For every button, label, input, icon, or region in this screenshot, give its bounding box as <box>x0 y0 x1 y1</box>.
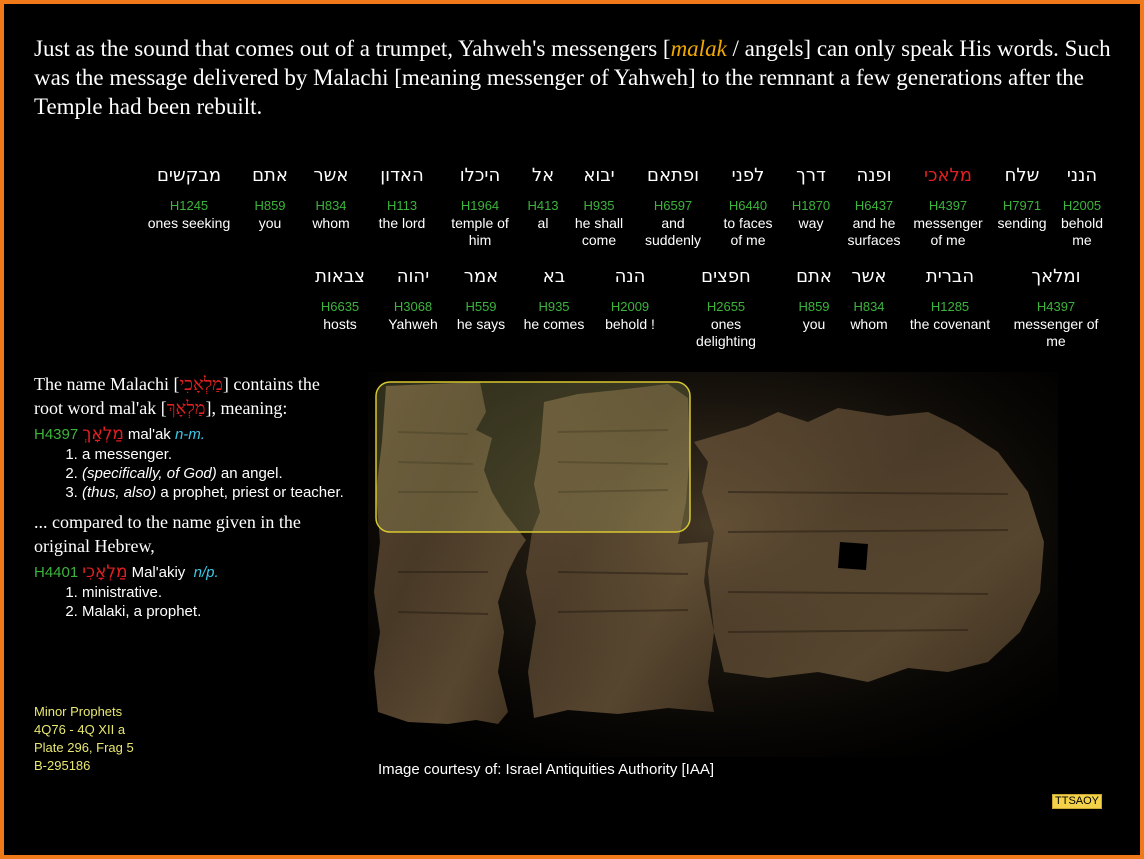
strong-number: H834 <box>315 198 347 213</box>
hebrew-word: דרך <box>796 165 826 186</box>
word-r1-11 <box>306 163 356 232</box>
strong-number: H3068 <box>393 299 433 314</box>
strong-number: H6437 <box>854 198 894 213</box>
strong-number: H2009 <box>610 299 650 314</box>
hebrew-word: היכלו <box>459 165 501 186</box>
hebrew-word: מַלְאָךְ <box>82 424 124 444</box>
definition-panel <box>34 372 347 621</box>
word-r1-13 <box>140 163 238 232</box>
strong-number: H2655 <box>706 299 746 314</box>
word-r1-3 <box>842 163 906 249</box>
intro-text-1: Just as the sound that comes out of a trumpet, Yahweh's messengers [ <box>34 36 671 61</box>
word-r1-4 <box>786 163 836 232</box>
word-r2-6 <box>520 264 588 333</box>
english-gloss: he shall come <box>574 215 624 248</box>
hebrew-word: צבאות <box>315 266 365 287</box>
ttsaoy-badge: TTSAOY <box>1052 794 1102 809</box>
text-segment: ] contains the root word mal'ak [ <box>34 374 320 418</box>
definition-text: an angel. <box>216 465 283 482</box>
hebrew-word: ופנה <box>856 165 892 186</box>
hebrew-word: הנני <box>1066 165 1098 186</box>
word-r1-6 <box>640 163 706 249</box>
strong-number: H4401 <box>34 564 79 581</box>
comparison-text: ... compared to the name given in the original Hebrew, <box>34 512 301 556</box>
lexicon-entry-h4397 <box>34 424 347 445</box>
list-item <box>82 583 347 602</box>
english-gloss: and he surfaces <box>847 215 901 248</box>
hebrew-word: ופתאם <box>647 165 699 186</box>
list-item <box>82 483 347 502</box>
word-r2-0 <box>1006 264 1106 350</box>
strong-number: H1285 <box>930 299 970 314</box>
english-gloss: behold me <box>1060 215 1104 248</box>
word-r1-12 <box>246 163 294 232</box>
word-r1-9 <box>446 163 514 249</box>
english-gloss: he says <box>456 316 506 332</box>
hebrew-malak: מַלְאָךְ <box>166 398 206 418</box>
definition-text: a prophet, priest or teacher. <box>156 484 344 501</box>
hebrew-word: הנה <box>614 266 646 287</box>
strong-number: H859 <box>254 198 286 213</box>
strong-number: H935 <box>538 299 570 314</box>
word-r1-0 <box>1058 163 1106 249</box>
ref-line: Minor Prophets <box>34 704 123 719</box>
hebrew-word: אל <box>531 165 555 186</box>
word-r2-3 <box>790 264 838 333</box>
word-r2-4 <box>684 264 768 350</box>
word-r2-5 <box>600 264 660 333</box>
english-gloss: and suddenly <box>644 215 702 248</box>
hebrew-word: יהוה <box>396 266 430 287</box>
hebrew-word: מַלְאָכִי <box>82 562 128 582</box>
hebrew-word: לפני <box>731 165 765 186</box>
hebrew-word: אשר <box>313 165 349 186</box>
word-r2-2 <box>844 264 894 333</box>
word-r2-7 <box>452 264 510 333</box>
definition-text: ministrative. <box>82 584 163 601</box>
strong-number: H2005 <box>1062 198 1102 213</box>
name-explanation <box>34 372 347 420</box>
word-r2-1 <box>902 264 998 333</box>
interlinear-row-2 <box>0 264 1144 350</box>
english-gloss: whom <box>312 215 350 231</box>
hebrew-word: אתם <box>796 266 832 287</box>
ref-line: 4Q76 - 4Q XII a <box>34 722 126 737</box>
word-r2-8 <box>384 264 442 333</box>
definition-list-h4397 <box>34 445 347 502</box>
highlight-box <box>376 382 690 532</box>
strong-number: H7971 <box>1002 198 1042 213</box>
hebrew-word: אמר <box>463 266 499 287</box>
definition-qualifier: (thus, also) <box>82 484 157 501</box>
hebrew-word: חפצים <box>701 266 751 287</box>
hebrew-word: שלח <box>1004 165 1040 186</box>
english-gloss: behold ! <box>605 316 655 332</box>
hebrew-word: אשר <box>851 266 887 287</box>
word-r1-5 <box>716 163 780 249</box>
hebrew-word: מבקשים <box>156 165 222 186</box>
english-gloss: hosts <box>323 316 357 332</box>
ref-line: Plate 296, Frag 5 <box>34 740 134 755</box>
english-gloss: temple of him <box>451 215 509 248</box>
english-gloss: sending <box>997 215 1047 231</box>
transliteration: mal'ak <box>127 426 171 443</box>
word-r1-8 <box>523 163 563 232</box>
strong-number: H1870 <box>791 198 831 213</box>
strong-number: H4397 <box>928 198 968 213</box>
strong-number: H859 <box>798 299 830 314</box>
strong-number: H1964 <box>460 198 500 213</box>
strong-number: H6440 <box>728 198 768 213</box>
intro-text-2: / angels] can only speak His words. Such was the message delivered by Malachi [meaning messenger of Yahweh] to the remnant a few generations after the Temple had been rebuilt. <box>34 36 1111 119</box>
strong-number: H113 <box>386 198 418 213</box>
hebrew-word: האדון <box>380 165 424 186</box>
fragment-hole <box>838 542 868 570</box>
word-r2-9 <box>312 264 368 333</box>
manuscript-reference <box>34 703 134 775</box>
english-gloss: you <box>802 316 826 332</box>
text-segment: ], meaning: <box>205 398 288 418</box>
english-gloss: messenger of me <box>913 215 983 248</box>
english-gloss: al <box>537 215 549 231</box>
english-gloss: messenger of me <box>1013 316 1099 349</box>
part-of-speech: n/p. <box>193 564 219 581</box>
list-item <box>82 464 347 483</box>
english-gloss: way <box>798 215 824 231</box>
hebrew-word: אתם <box>252 165 288 186</box>
hebrew-word: יבוא <box>583 165 615 186</box>
transliteration: Mal'akiy <box>131 564 186 581</box>
english-gloss: Yahweh <box>388 316 438 332</box>
hebrew-malachi: מַלְאָכִי <box>179 374 223 394</box>
hebrew-word: ומלאך <box>1031 266 1081 287</box>
intro-highlight-malak: malak <box>670 36 727 61</box>
definition-text: a messenger. <box>82 446 173 463</box>
strong-number: H413 <box>527 198 559 213</box>
english-gloss: ones seeking <box>147 215 231 231</box>
english-gloss: whom <box>850 316 888 332</box>
text-segment: The name Malachi [ <box>34 374 180 394</box>
english-gloss: you <box>258 215 282 231</box>
hebrew-word: מלאכי <box>923 165 973 186</box>
list-item <box>82 445 347 464</box>
english-gloss: the covenant <box>909 316 991 332</box>
strong-number: H935 <box>583 198 615 213</box>
strong-number: H834 <box>853 299 885 314</box>
strong-number: H4397 <box>1036 299 1076 314</box>
word-r1-7 <box>572 163 626 249</box>
definition-qualifier: (specifically, of God) <box>82 465 217 482</box>
strong-number: H559 <box>465 299 497 314</box>
hebrew-word: בא <box>542 266 566 287</box>
definition-text: Malaki, a prophet. <box>82 603 202 620</box>
strong-number: H1245 <box>169 198 209 213</box>
word-r1-10 <box>368 163 436 232</box>
image-credit: Image courtesy of: Israel Antiquities Authority [IAA] <box>378 761 714 778</box>
part-of-speech: n-m. <box>174 426 205 443</box>
english-gloss: the lord <box>378 215 426 231</box>
word-r1-1 <box>994 163 1050 232</box>
word-r1-2 <box>908 163 988 249</box>
english-gloss: he comes <box>523 316 585 332</box>
definition-list-h4401 <box>34 583 347 621</box>
ref-line: B-295186 <box>34 758 91 773</box>
strong-number: H4397 <box>34 426 79 443</box>
english-gloss: ones delighting <box>696 316 756 349</box>
strong-number: H6635 <box>320 299 360 314</box>
list-item <box>82 602 347 621</box>
hebrew-word: הברית <box>925 266 975 287</box>
scroll-fragment-image <box>368 372 1058 757</box>
english-gloss: to faces of me <box>723 215 773 248</box>
lexicon-entry-h4401 <box>34 562 347 583</box>
strong-number: H6597 <box>653 198 693 213</box>
